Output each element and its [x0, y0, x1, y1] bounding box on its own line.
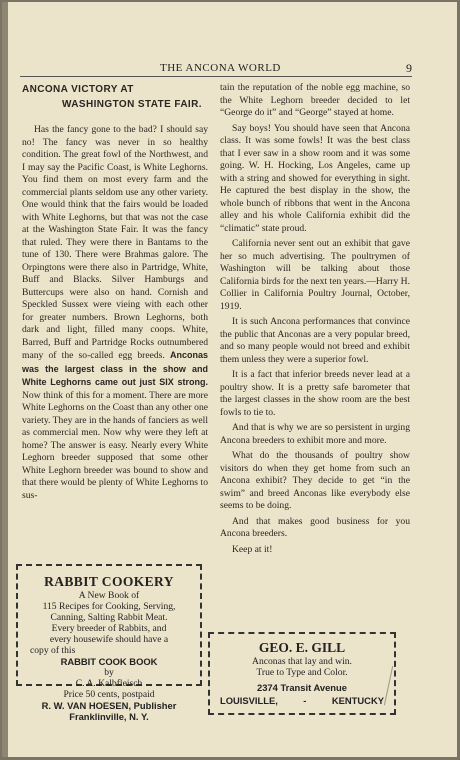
ad-title: GEO. E. GILL	[258, 640, 346, 655]
article-paragraph: And that is why we are so persistent in urging Ancona breeders to exhibit more and more.	[220, 422, 410, 446]
headline-line-2: WASHINGTON STATE FAIR.	[62, 99, 202, 110]
ad-line: by	[104, 667, 114, 678]
ad-address: 2374 Transit Avenue	[257, 682, 347, 693]
ad-line: A New Book of	[78, 590, 140, 601]
article-paragraph: What do the thousands of poultry show visitors do when they get home from such an Ancona exhibit? They decide to get “in the swim” and breed Anconas like everybody else seems to be doing.	[220, 450, 410, 511]
ad-city-line	[210, 694, 394, 707]
ad-price: Price 50 cents, postpaid	[63, 689, 155, 700]
ad-line: 115 Recipes for Cooking, Serving,	[42, 601, 176, 612]
article-text: Has the fancy gone to the bad? I should say no! The fancy was never in so healthy condition. The great fowl of the Northwest, and I may say the Pacific Coast, is White Leghorns. You find them on most every farm and the commercial plants seldom use any other variety. One would think that the fairs would be loaded with White Leghorns, but that was not the case at the Washington State Fair. It was the fancy that ruled. They were there in Bantams to the tune of 130. There were Brahmas galore. The Orpingtons were there also in Partridge, White, Buff and Blacks. Silver Hamburgs and Buttercups were also on hand. Cornish and Speckled Sussex were vieing with each other for greater numbers. Brown Leghorns, both dark and light, filled many coops. White, Barred, Buff and Partridge Rocks outnumbered many of the so-called egg breeds.	[22, 124, 208, 361]
running-title: THE ANCONA WORLD	[160, 62, 281, 74]
article-text-continued: Now think of this for a moment. There are more White Leghorns on the Coast than any other one variety. They are in the hands of fanciers as well as commercial men. Now why were they left at home? The answer is easy. Nearly every White Leghorn breeder supposed that some other White Leghorn breeder was bound to show and that there would be plenty of White Leghorns to sus-	[22, 389, 208, 501]
left-column	[22, 82, 208, 505]
article-paragraph: And that makes good business for you Ancona breeders.	[220, 515, 410, 539]
article-paragraph: Say boys! You should have seen that Ancona class. It was some fowls! It was the best class that I ever saw in a show room and it was some going. W. H. Hocking, Los Angeles, came up with a string and showed for everything in sight. He captured the best display in the show, the whole bunch of ribbons that went in the Ancona alley and his whole California exhibit did the “climatic” state proud.	[220, 122, 410, 234]
rabbit-cookery-advertisement	[16, 564, 202, 722]
ad-line: Anconas that lay and win.	[252, 656, 352, 667]
right-column	[220, 82, 410, 559]
article-paragraph: Keep at it!	[232, 543, 273, 555]
ad-book-title: RABBIT COOK BOOK	[60, 656, 158, 667]
ad-line: Every breeder of Rabbits, and	[51, 623, 167, 634]
article-paragraph: California never sent out an exhibit that gave her so much advertising. The poultrymen of Washington will be talking about those California birds for the next ten years.—Harry H. Collier in California Poultry Journal, October, 1919.	[220, 238, 410, 312]
ad-line: every housewife should have a	[49, 634, 169, 645]
ad-publisher-location: Franklinville, N. Y.	[69, 711, 149, 722]
article-body-left	[22, 124, 208, 502]
ad-line: copy of this	[30, 645, 76, 656]
ad-dash: -	[303, 695, 307, 706]
article-paragraph: It is a fact that inferior breeds never lead at a poultry show. It is a pretty safe barometer that the largest classes in the show room are the best fowls to tie to.	[220, 369, 410, 418]
ad-author: C. A. Kalbfleisch	[75, 678, 143, 689]
page-number: 9	[406, 61, 412, 75]
ad-state: KENTUCKY	[331, 695, 384, 706]
magazine-page	[2, 2, 457, 757]
article-headline	[22, 82, 208, 112]
running-header	[20, 62, 412, 77]
ad-publisher: R. W. VAN HOESEN, Publisher	[41, 700, 177, 711]
article-paragraph	[22, 124, 208, 502]
ad-line: True to Type and Color.	[256, 667, 348, 678]
article-body-right	[220, 82, 410, 556]
geo-gill-advertisement	[208, 632, 396, 715]
article-bold-statement: Anconas was the largest class in the show and White Leghorns came out just SIX strong.	[22, 350, 208, 387]
ad-title: RABBIT COOKERY	[44, 574, 174, 589]
article-paragraph: It is such Ancona performances that convince the public that Anconas are a very popular breed, and so many people would not breed and exhibit them unless they were a superior fowl.	[220, 316, 410, 365]
article-paragraph: tain the reputation of the noble egg machine, so the White Leghorn breeder decided to let “George do it” and “George” stayed at home.	[220, 82, 410, 118]
ad-line: Canning, Salting Rabbit Meat.	[50, 612, 168, 623]
ad-city: LOUISVILLE,	[220, 695, 278, 706]
headline-line-1: ANCONA VICTORY AT	[22, 84, 134, 95]
